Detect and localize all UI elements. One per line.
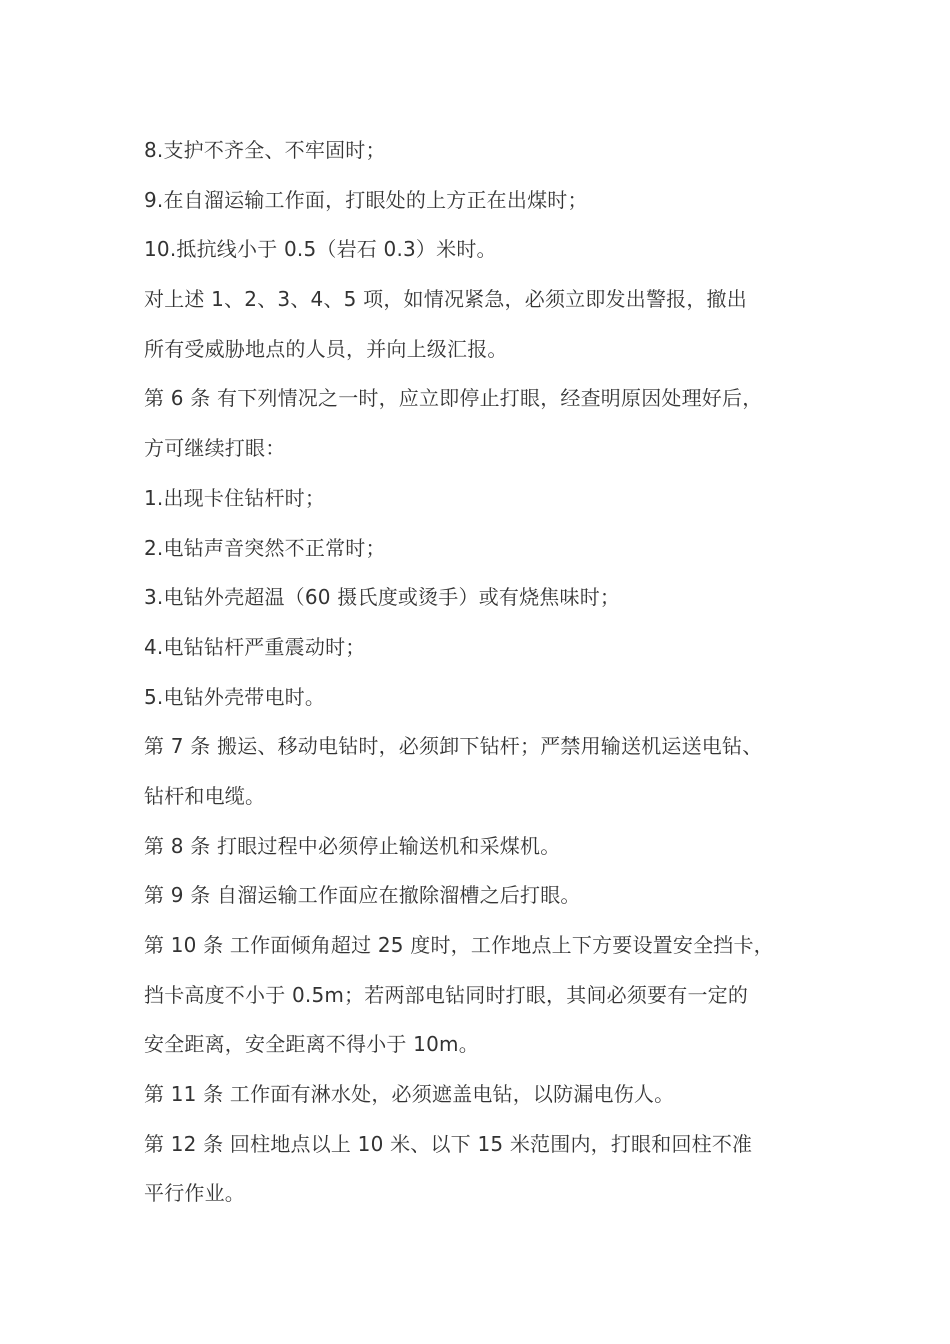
text-line-4: 对上述 1、2、3、4、5 项，如情况紧急，必须立即发出警报，撤出	[144, 287, 747, 312]
text-line-12: 5.电钻外壳带电时。	[144, 684, 326, 709]
text-line-20: 第 11 条 工作面有淋水处，必须遮盖电钻，以防漏电伤人。	[144, 1082, 675, 1107]
text-line-15: 第 8 条 打眼过程中必须停止输送机和采煤机。	[144, 833, 561, 858]
text-line-14: 钻杆和电缆。	[144, 783, 266, 808]
text-line-8: 1.出现卡住钻杆时；	[144, 485, 326, 510]
text-line-11: 4.电钻钻杆严重震动时；	[144, 634, 366, 659]
text-line-16: 第 9 条 自溜运输工作面应在撤除溜槽之后打眼。	[144, 883, 581, 908]
text-line-19: 安全距离，安全距离不得小于 10m。	[144, 1032, 479, 1057]
text-line-6: 第 6 条 有下列情况之一时，应立即停止打眼，经查明原因处理好后，	[144, 386, 763, 411]
text-line-10: 3.电钻外壳超温（60 摄氏度或烫手）或有烧焦味时；	[144, 585, 621, 610]
text-line-1: 8.支护不齐全、不牢固时；	[144, 138, 386, 162]
text-line-13: 第 7 条 搬运、移动电钻时，必须卸下钻杆；严禁用输送机运送电钻、	[144, 734, 763, 759]
document-body	[144, 132, 834, 1225]
text-line-5: 所有受威胁地点的人员，并向上级汇报。	[144, 336, 508, 361]
text-line-3: 10.抵抗线小于 0.5（岩石 0.3）米时。	[144, 237, 497, 262]
text-line-7: 方可继续打眼：	[144, 436, 286, 461]
text-line-21: 第 12 条 回柱地点以上 10 米、以下 15 米范围内，打眼和回柱不准	[144, 1131, 753, 1156]
text-line-2: 9.在自溜运输工作面，打眼处的上方正在出煤时；	[144, 187, 588, 212]
text-line-18: 挡卡高度不小于 0.5m；若两部电钻同时打眼，其间必须要有一定的	[144, 982, 749, 1007]
text-line-22: 平行作业。	[144, 1181, 245, 1206]
text-line-17: 第 10 条 工作面倾角超过 25 度时，工作地点上下方要设置安全挡卡，	[144, 933, 774, 957]
text-line-9: 2.电钻声音突然不正常时；	[144, 535, 386, 560]
